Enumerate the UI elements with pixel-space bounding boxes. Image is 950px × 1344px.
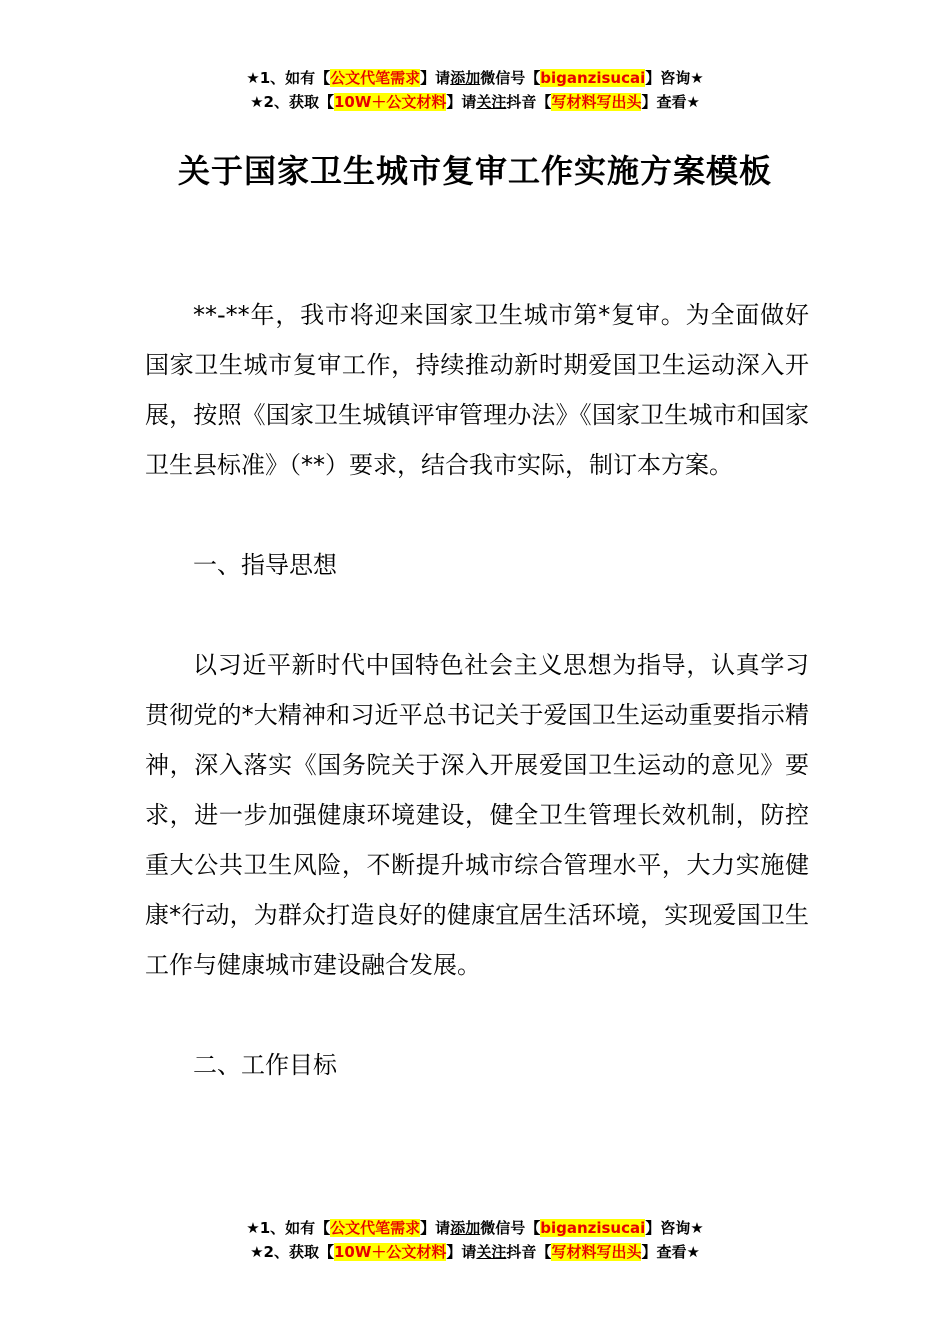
highlight-douyin-account: 写材料写出头 [551, 1243, 642, 1261]
banner-line-2: ★2、获取【10W＋公文材料】请关注抖音【写材料写出头】查看★ [250, 1243, 700, 1261]
banner-line-1: ★1、如有【公文代笔需求】请添加微信号【biganzisucai】咨询★ [246, 69, 704, 87]
document-title: 关于国家卫生城市复审工作实施方案模板 [177, 152, 772, 190]
highlight-service: 公文代笔需求 [330, 1219, 421, 1237]
highlight-douyin-account: 写材料写出头 [551, 93, 642, 111]
banner-line-1: ★1、如有【公文代笔需求】请添加微信号【biganzisucai】咨询★ [246, 1219, 704, 1237]
section-paragraph-guiding-ideology: 以习近平新时代中国特色社会主义思想为指导，认真学习贯彻党的*大精神和习近平总书记关于爱国卫生运动重要指示精神，深入落实《国务院关于深入开展爱国卫生运动的意见》要求，进一步加强健康环境建设，健全卫生管理长效机制，防控重大公共卫生风险，不断提升城市综合管理水平，大力实施健康*行动，为群众打造良好的健康宜居生活环境，实现爱国卫生工作与健康城市建设融合发展。 [145, 651, 809, 979]
highlight-service: 公文代笔需求 [330, 69, 421, 87]
intro-paragraph: **-**年，我市将迎来国家卫生城市第*复审。为全面做好国家卫生城市复审工作，持续推动新时期爱国卫生运动深入开展，按照《国家卫生城镇评审管理办法》《国家卫生城市和国家卫生县标准》（**）要求，结合我市实际，制订本方案。 [145, 301, 809, 479]
footer-banner [0, 1216, 950, 1264]
section-heading-work-goals: 二、工作目标 [193, 1051, 337, 1079]
header-banner [0, 66, 950, 114]
banner-line-2: ★2、获取【10W＋公文材料】请关注抖音【写材料写出头】查看★ [250, 93, 700, 111]
highlight-materials: 10W＋公文材料 [333, 93, 447, 111]
document-body [145, 290, 809, 1140]
highlight-materials: 10W＋公文材料 [333, 1243, 447, 1261]
highlight-wechat-id: biganzisucai [540, 69, 646, 87]
highlight-wechat-id: biganzisucai [540, 1219, 646, 1237]
section-heading-guiding-ideology: 一、指导思想 [193, 551, 337, 579]
